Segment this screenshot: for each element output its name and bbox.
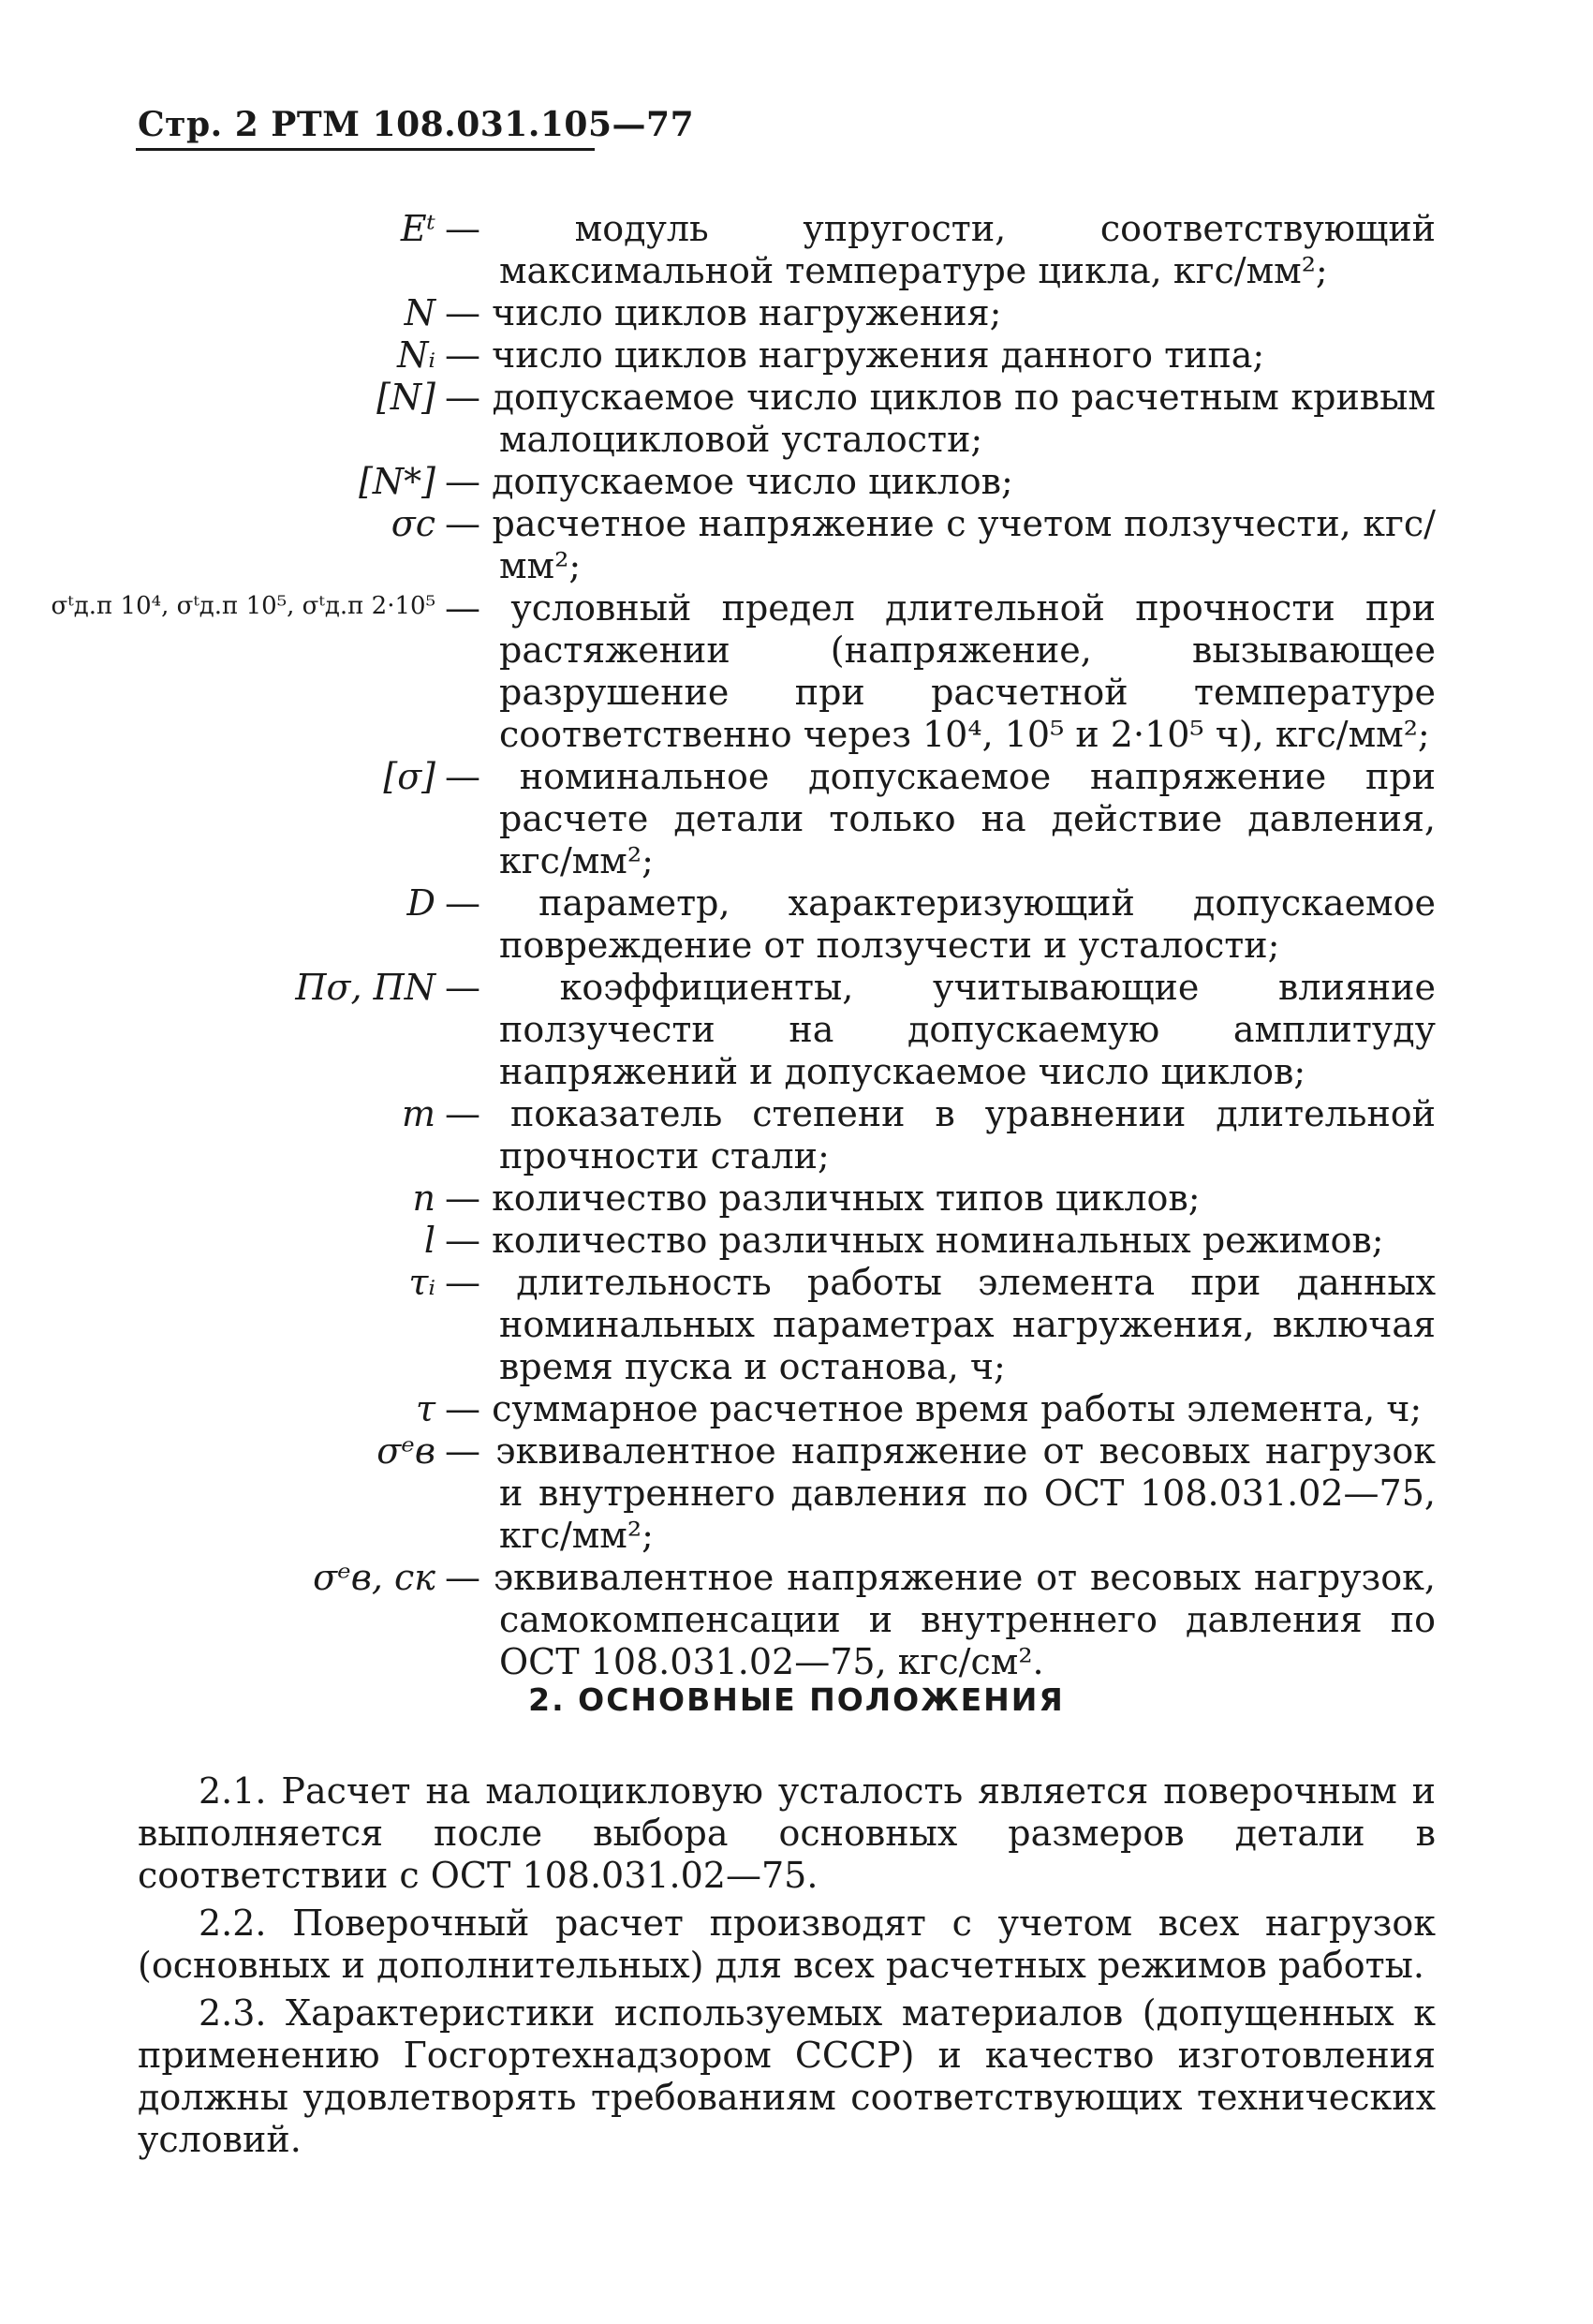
definition-text: — количество различных номинальных режимов; (445, 1220, 1436, 1262)
definition-item (0, 587, 1593, 756)
definition-item (0, 1220, 1593, 1262)
definition-text: — номинальное допускаемое напряжение при расчете детали только на действие давления, кгс/мм²; (445, 756, 1436, 882)
definition-text: — показатель степени в уравнении длительной прочности стали; (445, 1093, 1436, 1177)
definition-item (0, 967, 1593, 1093)
definition-text: — допускаемое число циклов по расчетным кривым малоцикловой усталости; (445, 377, 1436, 461)
definition-text: — эквивалентное напряжение от весовых нагрузок, самокомпенсации и внутреннего давления по ОСТ 108.031.02—75, кгс/см². (445, 1557, 1436, 1683)
definition-text: — условный предел длительной прочности при растяжении (напряжение, вызывающее разрушение при расчетной температуре соответственно через 10⁴, 10⁵ и 2·10⁵ ч), кгс/мм²; (445, 587, 1436, 756)
definition-symbol: σᵉв (376, 1430, 435, 1472)
definition-symbol: [N] (376, 377, 435, 418)
definition-item (0, 461, 1593, 503)
definition-symbol: m (401, 1093, 435, 1134)
definition-item (0, 882, 1593, 967)
definition-symbol: n (412, 1177, 435, 1219)
definition-item (0, 1388, 1593, 1430)
definition-text: — расчетное напряжение с учетом ползучести, кгс/мм²; (445, 503, 1436, 587)
definition-symbol: [N*] (359, 461, 435, 502)
definition-text: — число циклов нагружения; (445, 292, 1436, 334)
definition-text: — эквивалентное напряжение от весовых нагрузок и внутреннего давления по ОСТ 108.031.02—75, кгс/мм²; (445, 1430, 1436, 1557)
definition-symbol: N (404, 292, 435, 333)
definition-item (0, 1430, 1593, 1557)
definition-symbol: σᵗд.п 10⁴, σᵗд.п 10⁵, σᵗд.п 2·10⁵ (51, 592, 435, 620)
definition-symbol: Eᵗ (400, 208, 435, 249)
paragraph: 2.1. Расчет на малоцикловую усталость является поверочным и выполняется после выбора основных размеров детали в соответствии с ОСТ 108.031.02—75. (138, 1770, 1436, 1896)
definition-symbol: [σ] (383, 756, 435, 797)
definition-item (0, 1557, 1593, 1683)
section-title: 2. ОСНОВНЫЕ ПОЛОЖЕНИЯ (528, 1681, 1065, 1718)
definition-symbol: σс (391, 503, 435, 544)
definition-text: — количество различных типов циклов; (445, 1177, 1436, 1220)
definition-symbol: D (406, 882, 435, 924)
definition-item (0, 377, 1593, 461)
definition-item (0, 1177, 1593, 1220)
paragraph: 2.3. Характеристики используемых материалов (допущенных к применению Госгортехнадзором СССР) и качество изготовления должны удовлетворять требованиям соответствующих технических условий. (138, 1992, 1436, 2160)
definitions-list (0, 208, 1593, 1683)
definition-item (0, 756, 1593, 882)
definition-text: — число циклов нагружения данного типа; (445, 334, 1436, 377)
definition-symbol: Nᵢ (397, 334, 435, 376)
definition-item (0, 1262, 1593, 1388)
definition-symbol: Пσ, ПN (295, 967, 435, 1008)
paragraph: 2.2. Поверочный расчет производят с учетом всех нагрузок (основных и дополнительных) для всех расчетных режимов работы. (138, 1902, 1436, 1986)
definition-symbol: τ (415, 1388, 435, 1429)
definition-symbol: τᵢ (408, 1262, 435, 1303)
definition-item (0, 208, 1593, 292)
paragraphs (138, 1770, 1436, 2167)
definition-text: — длительность работы элемента при данных номинальных параметрах нагружения, включая время пуска и останова, ч; (445, 1262, 1436, 1388)
definition-text: — коэффициенты, учитывающие влияние ползучести на допускаемую амплитуду напряжений и допускаемое число циклов; (445, 967, 1436, 1093)
page-header: Стр. 2 РТМ 108.031.105—77 (138, 105, 695, 144)
definition-symbol: l (423, 1220, 435, 1261)
definition-text: — допускаемое число циклов; (445, 461, 1436, 503)
definition-text: — суммарное расчетное время работы элемента, ч; (445, 1388, 1436, 1430)
definition-symbol: σᵉв, ск (313, 1557, 435, 1598)
definition-item (0, 292, 1593, 334)
definition-item (0, 1093, 1593, 1177)
definition-item (0, 503, 1593, 587)
definition-text: — модуль упругости, соответствующий максимальной температуре цикла, кгс/мм²; (445, 208, 1436, 292)
definition-text: — параметр, характеризующий допускаемое повреждение от ползучести и усталости; (445, 882, 1436, 967)
header-rule (136, 148, 595, 151)
definition-item (0, 334, 1593, 377)
